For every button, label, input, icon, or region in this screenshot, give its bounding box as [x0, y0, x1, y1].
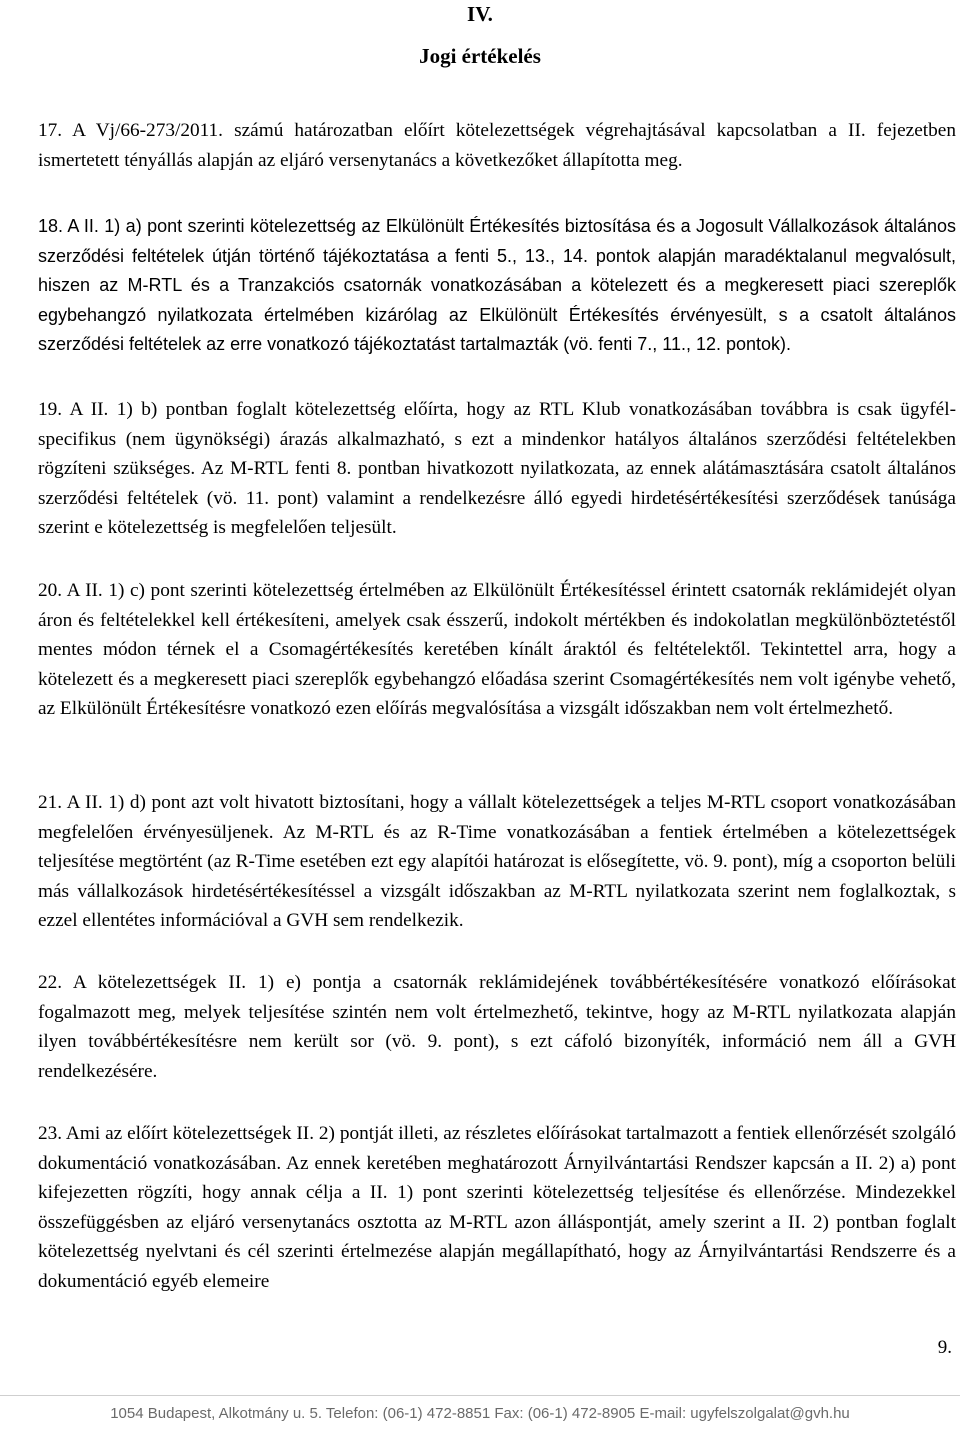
footer-contact: 1054 Budapest, Alkotmány u. 5. Telefon: (06-1) 472-8851 Fax: (06-1) 472-8905 E-mail: ugyfelszolgalat@gvh.hu [110, 1405, 850, 1422]
paragraph-17: 17. A Vj/66-273/2011. számú határozatban előírt kötelezettségek végrehajtásával kapcsolatban a II. fejezetben ismertetett tényállás alapján az eljáró versenytanács a következőket állapította meg. [38, 120, 956, 171]
paragraph-19: 19. A II. 1) b) pontban foglalt kötelezettség előírta, hogy az RTL Klub vonatkozásában továbbra is csak ügyfél-specifikus (nem ügynökségi) árazás alkalmazható, s ezt a mindenkor hatályos általános szerződési feltételekben rögzíteni szükséges. Az M-RTL fenti 8. pontban hivatkozott nyilatkozata, az ennek alátámasztására csatolt általános szerződési feltételek (vö. 11. pont) valamint a rendelkezésre álló egyedi hirdetésértékesítési szerződések tanúsága szerint e kötelezettség is megfelelően teljesült. [38, 399, 956, 538]
paragraph-20: 20. A II. 1) c) pont szerinti kötelezettség értelmében az Elkülönült Értékesítéssel érintett csatornák reklámidejét olyan áron és feltételekkel kell értékesíteni, amelyek csak ésszerű, indokolt mértékben és indokolatlan megkülönböztetéstől mentes módon térnek el a Csomagértékesítés keretében kínált áraktól és feltételektől. Tekintettel arra, hogy a kötelezett és a megkeresett piaci szereplők egybehangzó előadása szerint Csomagértékesítés nem volt igénybe vehető, az Elkülönült Értékesítésre vonatkozó ezen előírás megvalósítása a vizsgált időszakban nem volt értelmezhető. [38, 580, 956, 719]
page-number: 9. [937, 1337, 952, 1358]
paragraph-22: 22. A kötelezettségek II. 1) e) pontja a csatornák reklámidejének továbbértékesítésére vonatkozó előírásokat fogalmazott meg, melyek teljesítése szintén nem volt értelmezhető, tekintve, hogy az M-RTL nyilatkozata alapján ilyen továbbértékesítésre nem került sor (vö. 9. pont), s ezt cáfoló bizonyíték, információ nem áll a GVH rendelkezésére. [38, 972, 956, 1082]
paragraph-23: 23. Ami az előírt kötelezettségek II. 2) pontját illeti, az részletes előírásokat tartalmazott a fentiek ellenőrzését szolgáló dokumentáció vonatkozásában. Az ennek keretében meghatározott Árnyilvántartási Rendszer kapcsán a II. 2) a) pont kifejezetten rögzíti, hogy annak célja a II. 1) pont szerinti kötelezettség teljesítése és ellenőrzése. Mindezekkel összefüggésben az eljáró versenytanács osztotta az M-RTL azon álláspontját, amely szerint a II. 2) pontban foglalt kötelezettség nyelvtani és cél szerinti értelmezése alapján megállapítható, hogy az Árnyilvántartási Rendszerre és a dokumentáció egyéb elemeire [38, 1123, 956, 1292]
paragraph-21: 21. A II. 1) d) pont azt volt hivatott biztosítani, hogy a vállalt kötelezettségek a teljes M-RTL csoport vonatkozásában megfelelően érvényesüljenek. Az M-RTL és az R-Time vonatkozásában a fentiek értelmében a kötelezettségek teljesítése megtörtént (az R-Time esetében ezt egy alapítói határozat is elősegítette, vö. 9. pont), míg a csoporton belüli más vállalkozások hirdetésértékesítéssel a vizsgált időszakban az M-RTL nyilatkozata szerint nem foglalkoztak, s ezzel ellentétes információval a GVH sem rendelkezik. [38, 792, 956, 931]
section-title: Jogi értékelés [419, 44, 541, 68]
footer-divider [0, 1395, 960, 1396]
section-number: IV. [467, 2, 493, 26]
paragraph-18: 18. A II. 1) a) pont szerinti kötelezettség az Elkülönült Értékesítés biztosítása és a Jogosult Vállalkozások általános szerződési feltételek útján történő tájékoztatása a fenti 5., 13., 14. pontok alapján maradéktalanul megvalósult, hiszen az M-RTL és a Tranzakciós csatornák vonatkozásában a kötelezett és a megkeresett piaci szereplők egybehangzó nyilatkozata értelmében kizárólag az Elkülönült Értékesítés érvényesült, s a csatolt általános szerződési feltételek az erre vonatkozó tájékoztatást tartalmazták (vö. fenti 7., 11., 12. pontok). [38, 216, 956, 354]
